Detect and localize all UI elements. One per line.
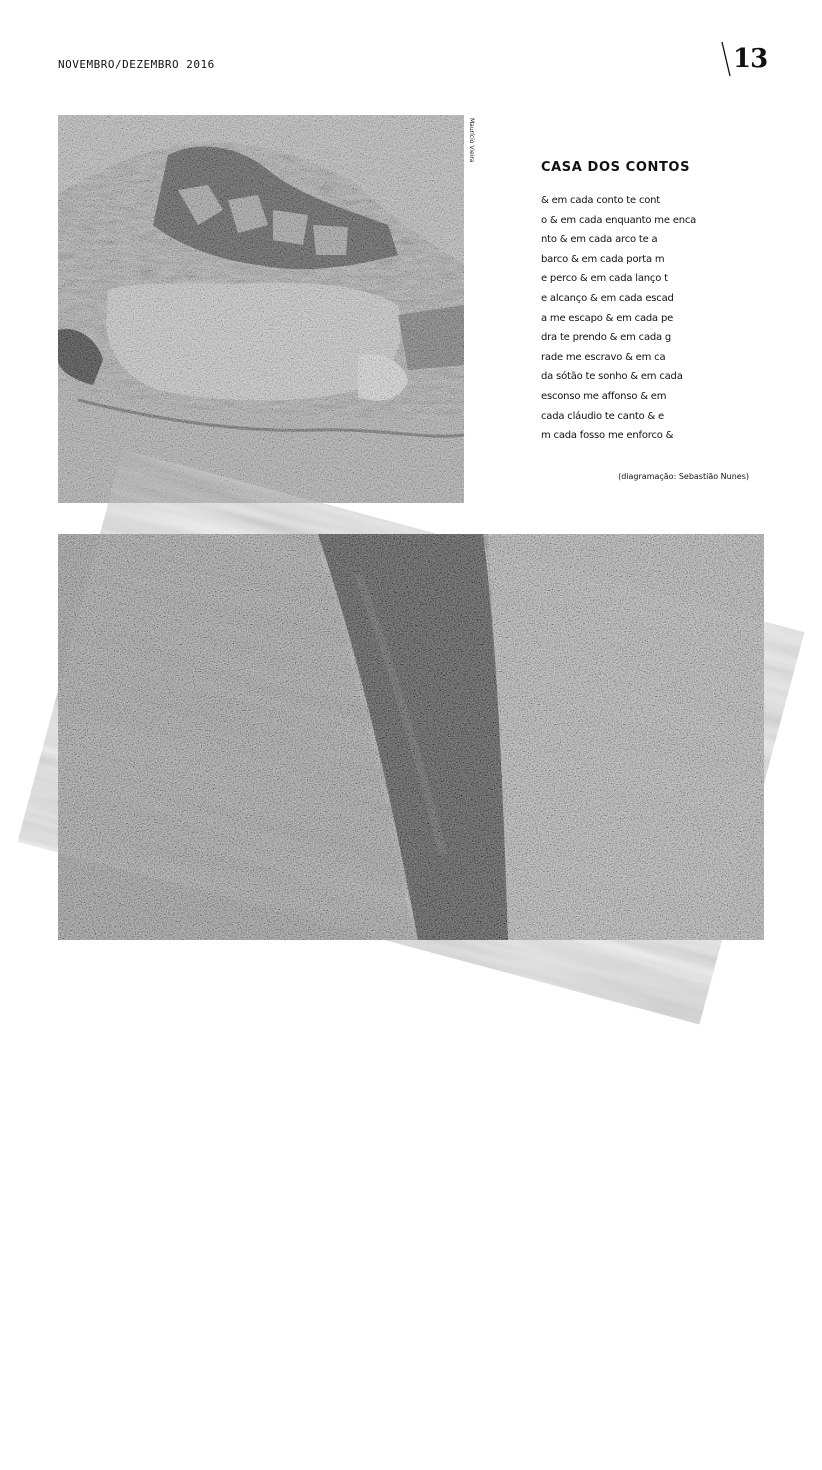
poem-line: barco & em cada porta m	[541, 253, 665, 265]
poem-line: da sótão te sonho & em cada	[541, 371, 683, 383]
poem-text	[541, 191, 696, 446]
poem-line: esconso me affonso & em	[541, 390, 667, 402]
poem-line: e perco & em cada lanço t	[541, 273, 668, 285]
stone-wall-photo-icon	[58, 115, 464, 503]
poem-line: dra te prendo & em cada g	[541, 332, 672, 344]
poem-line: m cada fosso me enforco &	[541, 430, 674, 442]
poem-line: a me escapo & em cada pe	[541, 312, 674, 324]
poem-line: & em cada conto te cont	[541, 195, 661, 206]
poem-title: CASA DOS CONTOS	[541, 160, 691, 175]
poem-line: nto & em cada arco te a	[541, 234, 658, 246]
bottom-photo-credit: Maurício Vieira	[122, 1425, 129, 1470]
page-number: 13	[733, 44, 768, 74]
poem-line: cada cláudio te canto & e	[541, 410, 665, 422]
poem-line: rade me escravo & em ca	[541, 351, 666, 363]
poem-line: o & em cada enquanto me enca	[541, 214, 697, 226]
layout-credit: (diagramação: Sebastião Nunes)	[618, 472, 749, 481]
poem-line: e alcanço & em cada escad	[541, 292, 674, 304]
top-photo-credit: Maurício Vieira	[468, 118, 475, 163]
stone-wall-photo	[58, 115, 464, 503]
rock-surface-photo	[58, 534, 764, 1470]
issue-date: NOVEMBRO/DEZEMBRO 2016	[58, 58, 215, 71]
rock-surface-photo-icon	[58, 534, 764, 940]
